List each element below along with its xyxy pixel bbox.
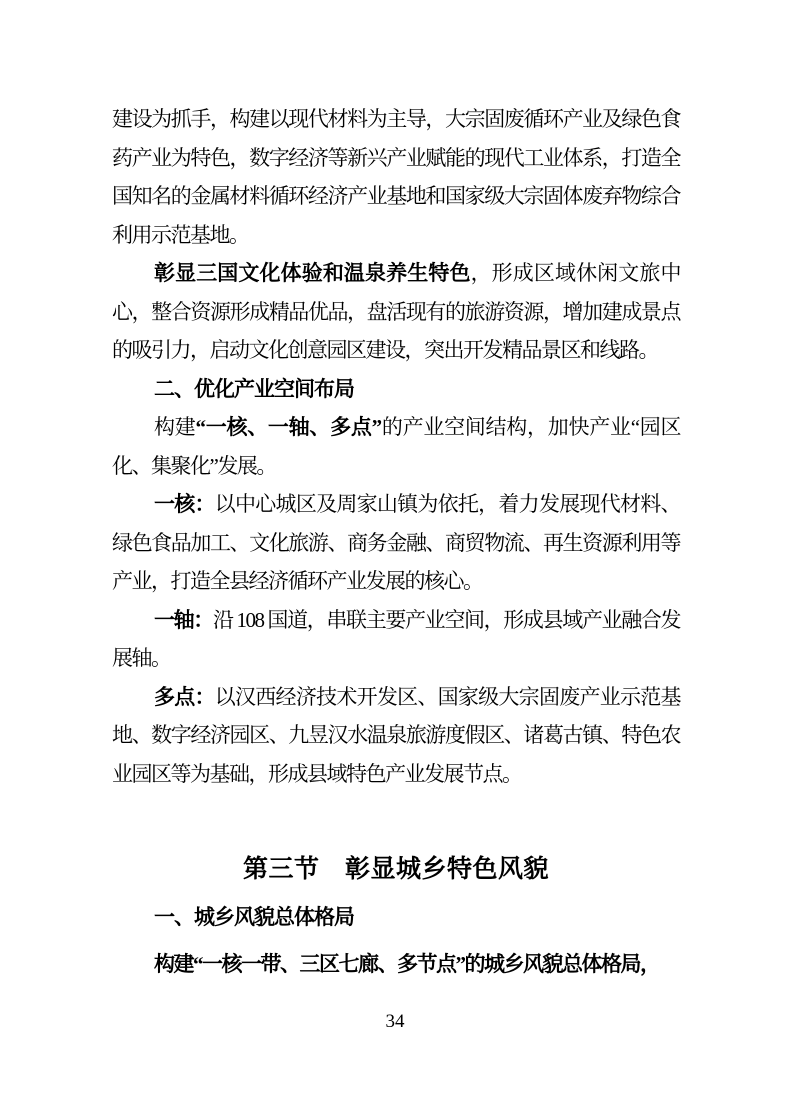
- paragraph-sanguo-culture-rest: ，形成区域休闲文旅中心，整合资源形成精品优品，盘活现有的旅游资源，增加建成景点的吸引力，启动文化创意园区建设，突出开发精品景区和线路。: [112, 261, 680, 362]
- paragraph-sanguo-culture-lead: 彰显三国文化体验和温泉养生特色: [154, 261, 471, 285]
- paragraph-one-axis-text: 沿 108 国道，串联主要产业空间，形成县域产业融合发展轴。: [112, 607, 681, 670]
- paragraph-overall-pattern-text: 构建“一核一带、三区七廊、多节点”的城乡风貌总体格局，: [154, 951, 660, 976]
- subheading-optimize-industry-layout: [112, 370, 680, 409]
- page-number: 34: [385, 1011, 405, 1032]
- paragraph-spatial-structure: [112, 408, 680, 485]
- paragraph-one-core: [112, 485, 680, 601]
- paragraph-multi-points-label: 多点：: [154, 684, 215, 709]
- section-heading-urban-rural-features-text: 第三节 彰显城乡特色风貌: [242, 856, 549, 883]
- paragraph-one-axis: [112, 601, 680, 678]
- paragraph-spatial-structure-bold: “一核、一轴、多点”: [195, 415, 381, 439]
- paragraph-spatial-structure-pre: 构建: [154, 415, 196, 439]
- paragraph-one-core-label: 一核：: [154, 492, 215, 516]
- subheading-overall-pattern: [112, 898, 680, 937]
- page-content: [112, 100, 680, 983]
- paragraph-one-axis-label: 一轴：: [154, 607, 213, 632]
- subheading-overall-pattern-text: 一、城乡风貌总体格局: [154, 905, 354, 929]
- section-heading-urban-rural-features: [112, 848, 680, 892]
- paragraph-sanguo-culture: [112, 254, 680, 370]
- subheading-optimize-industry-layout-text: 二、优化产业空间布局: [154, 376, 354, 401]
- paragraph-one-core-text: 以中心城区及周家山镇为依托，着力发展现代材料、绿色食品加工、文化旅游、商务金融、商贸物流、再生资源利用等产业，打造全县经济循环产业发展的核心。: [112, 492, 680, 593]
- paragraph-overall-pattern: [112, 945, 680, 984]
- paragraph-spatial-structure-rest: 的产业空间结构，加快产业“园区化、集聚化”发展。: [112, 415, 681, 478]
- paragraph-industrial-system: [112, 100, 680, 254]
- paragraph-multi-points: [112, 678, 680, 794]
- paragraph-industrial-system-text: 建设为抓手，构建以现代材料为主导，大宗固废循环产业及绿色食药产业为特色，数字经济等新兴产业赋能的现代工业体系，打造全国知名的金属材料循环经济产业基地和国家级大宗固体废弃物综合利用示范基地。: [112, 107, 680, 247]
- paragraph-multi-points-text: 以汉西经济技术开发区、国家级大宗固废产业示范基地、数字经济园区、九昱汉水温泉旅游度假区、诸葛古镇、特色农业园区等为基础，形成县域特色产业发展节点。: [112, 684, 680, 786]
